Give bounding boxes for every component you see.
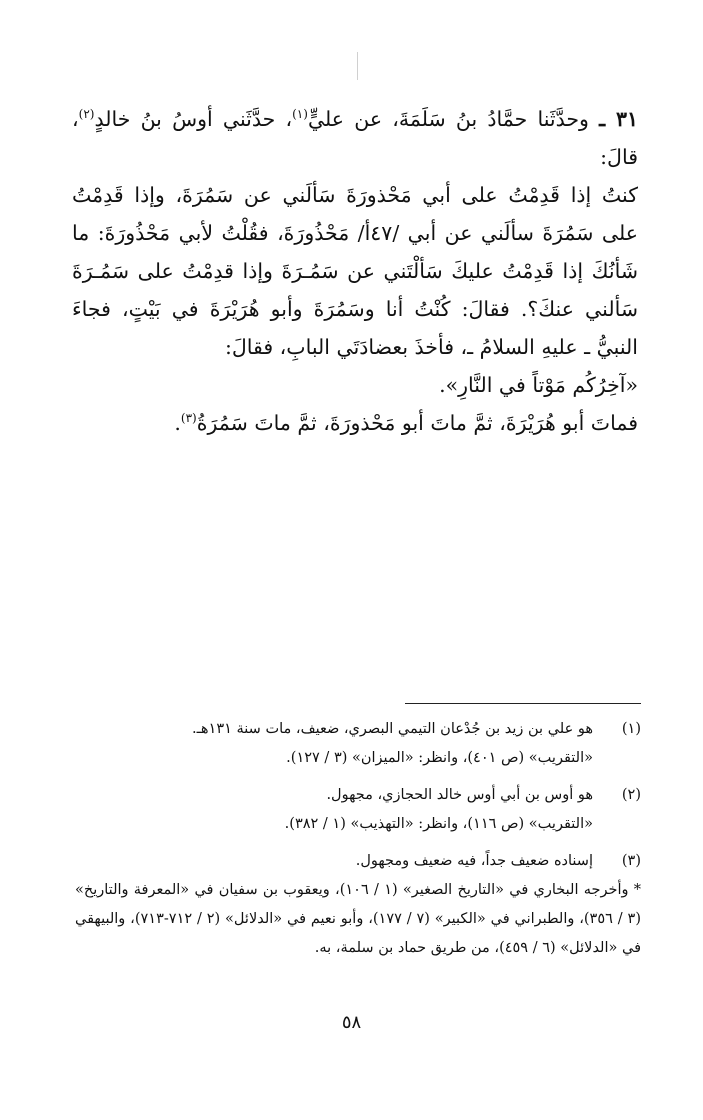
prophetic-quote: «آخِرُكُم مَوْتاً في النَّارِ». xyxy=(439,373,638,397)
hadith-intro-3: ، قالَ: xyxy=(72,107,638,169)
footnote-takhrij: * وأخرجه البخاري في «التاريخ الصغير» (١ / ١٠٦)، ويعقوب بن سفيان في «المعرفة والتاريخ» (٣ / ٣٥٦)، والطبراني في «الكبير» (٧ / ١٧٧)، وأبو نعيم في «الدلائل» (٢ / ٧١٢-٧١٣)، والبيهقي في «الدلائل» (٦ / ٤٥٩)، من طريق حماد بن سلمة، به. xyxy=(75,882,641,956)
hadith-intro-2: ، حدَّثَني أوسُ بنُ خالدٍ xyxy=(94,107,293,131)
footnote-reference: «التقريب» (ص ١١٦)، وانظر: «التهذيب» (١ / ٣٨٢). xyxy=(284,816,593,832)
hadith-text xyxy=(72,100,638,176)
footnote-2 xyxy=(75,781,641,839)
hadith-ending xyxy=(72,404,638,442)
footnote-separator xyxy=(405,703,641,704)
footnote-text: هو علي بن زيد بن جُدْعان التيمي البصري، ضعيف، مات سنة ١٣١هـ. xyxy=(192,721,593,737)
footnote-marker-2[interactable]: (٢) xyxy=(78,107,95,122)
hadith-ending-end: . xyxy=(174,411,181,435)
footnote-text: إسناده ضعيف جداً، فيه ضعيف ومجهول. xyxy=(355,853,593,869)
hadith-block xyxy=(72,100,638,442)
footnote-marker-3[interactable]: (٣) xyxy=(180,411,197,426)
hadith-body: كنتُ إذا قَدِمْتُ على أبي مَحْذورَةَ سَألَني عن سَمُرَةَ، وإذا قَدِمْتُ على سَمُرَةَ سألَني عن أبي /٤٧أ/ مَحْذُورَةَ، فقُلْتُ لأبي مَحْذُورَةَ: ما شَأنُكَ إذا قَدِمْتُ عليكَ سَألْتَني عن سَمُـرَةَ وإذا قدِمْتُ على سَمُـرَةَ سَألني عنكَ؟. فقالَ: كُنْتُ أنا وسَمُرَةَ وأبو هُرَيْرَةَ في بَيْتٍ، فجاءَ النبيُّ ـ عليهِ السلامُ ـ، فأخذَ بعضادَتَي البابِ، فقالَ: xyxy=(72,183,638,359)
footnote-marker-1[interactable]: (١) xyxy=(292,107,308,122)
footnote-number: (١) xyxy=(621,721,641,737)
footnote-reference: «التقريب» (ص ٤٠١)، وانظر: «الميزان» (٣ / ١٢٧). xyxy=(286,750,593,766)
footnote-3 xyxy=(75,847,641,963)
hadith-intro: وحدَّثَنا حمَّادُ بنُ سَلَمَةَ، عن عليٍّ xyxy=(307,107,600,131)
footnotes xyxy=(75,715,641,971)
hadith-number: ٣١ ـ xyxy=(599,107,638,131)
page-number: ٥٨ xyxy=(341,1012,362,1033)
hadith-ending-text: فماتَ أبو هُرَيْرَةَ، ثمَّ ماتَ أبو مَحْذورَةَ، ثمَّ ماتَ سَمُرَةُ xyxy=(196,411,638,435)
footnote-text: هو أوس بن أبي أوس خالد الحجازي، مجهول. xyxy=(326,787,593,803)
footnote-number: (٢) xyxy=(621,787,641,803)
gutter-mark xyxy=(357,52,358,80)
footnote-1 xyxy=(75,715,641,773)
footnote-number: (٣) xyxy=(621,853,641,869)
